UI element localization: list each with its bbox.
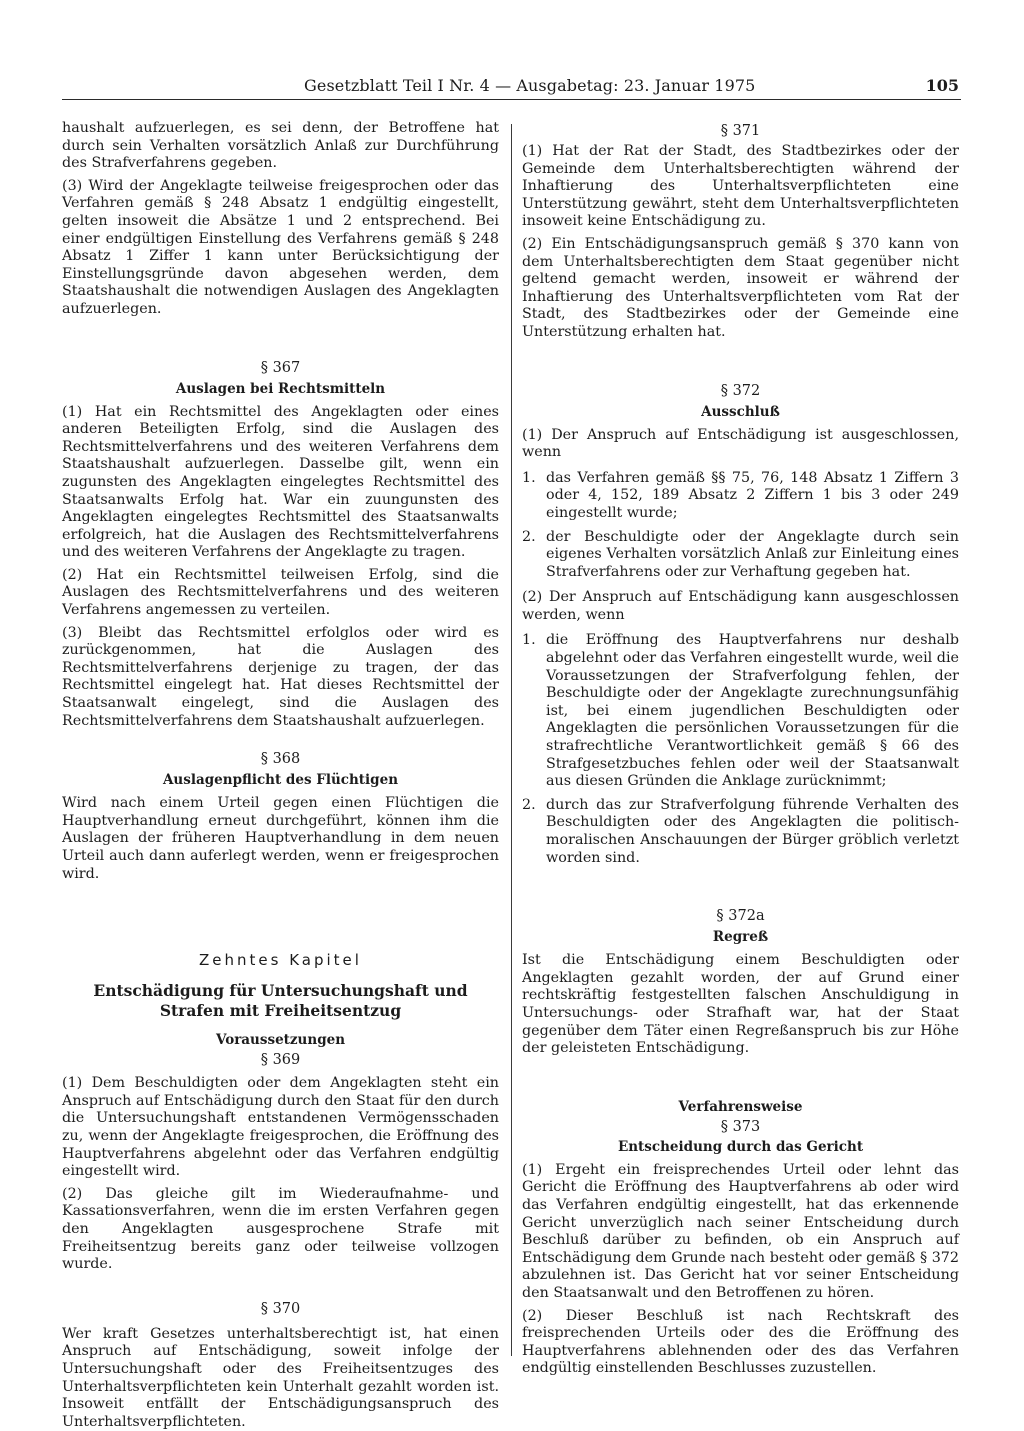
list-item-text: durch das zur Strafverfolgung führende Verhalten des Beschuldigten oder des Angeklagten die politisch-moralischen Anschauungen der Bürger gröblich verletzt worden sind. — [546, 796, 959, 866]
list-item — [522, 529, 959, 582]
paragraph: (2) Das gleiche gilt im Wiederaufnahme- und Kassationsverfahren, wenn die im ersten Verfahren gegen den Angeklagten ausgesprochene Strafe mit Freiheitsentzug bereits ganz oder teilweise vollzogen wurde. — [62, 1185, 499, 1273]
subheading: Verfahrensweise — [678, 1098, 803, 1115]
column-divider — [511, 124, 512, 1356]
paragraph: Wird nach einem Urteil gegen einen Flüchtigen die Hauptverhandlung erneut durchgeführt, können ihm die Auslagen der früheren Hauptverhandlung in dem neuen Urteil auch dann auferlegt werden, wenn er freigesprochen wird. — [62, 795, 499, 882]
section-number: § 371 — [720, 123, 761, 139]
paragraph: (1) Dem Beschuldigten oder dem Angeklagten steht ein Anspruch auf Entschädigung durch den Staat für den durch die Untersuchungshaft entstandenen Vermögensschaden zu, wenn der Angeklagte freigesprochen, die Eröffnung des Hauptverfahrens abgelehnt oder das Verfahren endgültig eingestellt wird. — [62, 1075, 499, 1180]
chapter-subtitle: Strafen mit Freiheitsentzug — [159, 1001, 402, 1021]
header-title: Gesetzblatt Teil I Nr. 4 — Ausgabetag: 23. Januar 1975 — [304, 76, 756, 95]
list-item-number: 2. — [522, 796, 536, 813]
section-title: Entscheidung durch das Gericht — [617, 1138, 864, 1155]
section-title: Auslagen bei Rechtsmitteln — [175, 380, 386, 397]
paragraph: (3) Bleibt das Rechtsmittel erfolglos oder wird es zurückgenommen, hat die Auslagen des Rechtsmittelverfahrens derjenige zu tragen, der das Rechtsmittel eingelegt hat. Hat dieses Rechtsmittel der Staatsanwalt eingelegt, sind die Auslagen des Rechtsmittelverfahrens dem Staatshaushalt aufzuerlegen. — [62, 624, 499, 729]
paragraph: (2) Ein Entschädigungsanspruch gemäß § 370 kann von dem Unterhaltsberechtigten dem Staat gegenüber nicht geltend gemacht werden, insoweit er während der Inhaftierung des Unterhaltsverpflichteten vom Rat der Stadt, des Stadtbezirkes oder der Gemeinde eine Unterstützung erhalten hat. — [522, 235, 959, 340]
paragraph: (2) Hat ein Rechtsmittel teilweisen Erfolg, sind die Auslagen des Rechtsmittelverfahrens und des weiteren Verfahrens angemessen zu verteilen. — [62, 566, 499, 619]
list-item — [522, 797, 959, 867]
list-item — [522, 470, 959, 523]
list-item-text: das Verfahren gemäß §§ 75, 76, 148 Absatz 1 Ziffern 3 oder 4, 152, 189 Absatz 2 Ziffern 1 bis 3 oder 249 eingestellt wurde; — [546, 469, 959, 521]
paragraph: (1) Ergeht ein freisprechendes Urteil oder lehnt das Gericht die Eröffnung des Hauptverfahrens ab oder wird das Verfahren endgültig eingestellt, hat das erkennende Gericht unverzüglich nach seiner Entscheidung durch Beschluß darüber zu befinden, ob ein Anspruch auf Entschädigung dem Grunde nach besteht oder gemäß § 372 abzulehnen ist. Das Gericht hat vor seiner Entscheidung den Staatsanwalt und den Betroffenen zu hören. — [522, 1161, 959, 1301]
section-number: § 372a — [716, 908, 765, 925]
list-item-number: 2. — [522, 528, 536, 545]
section-title: Ausschluß — [701, 403, 780, 420]
section-title: Regreß — [712, 929, 769, 946]
paragraph: (1) Der Anspruch auf Entschädigung ist ausgeschlossen, wenn — [522, 426, 959, 461]
list-item-number: 1. — [522, 632, 536, 649]
paragraph: (3) Wird der Angeklagte teilweise freigesprochen oder das Verfahren gemäß § 248 Absatz 1 endgültig eingestellt, gelten insoweit die Absätze 1 und 2 entsprechend. Bei einer endgültigen Einstellung des Verfahrens gemäß § 248 Absatz 1 Ziffer 1 kann unter Berücksichtigung der Einstellungsgründe davon abgesehen werden, dem Staatshaushalt die notwendigen Auslagen des Angeklagten aufzuerlegen. — [62, 177, 499, 317]
paragraph: Ist die Entschädigung einem Beschuldigten oder Angeklagten gezahlt worden, der auf Grund einer rechtskräftig festgestellten falschen Anschuldigung in Untersuchungs- oder Strafhaft war, hat der Staat gegenüber dem Täter einen Regreßanspruch bis zur Höhe der geleisteten Entschädigung. — [522, 952, 959, 1057]
section-number: § 367 — [260, 359, 301, 376]
paragraph: haushalt aufzuerlegen, es sei denn, der Betroffene hat durch sein Verhalten vorsätzlich Anlaß zur Durchführung des Strafverfahrens gegeben. — [62, 120, 499, 172]
list-item-number: 1. — [522, 469, 536, 486]
chapter-title: Zehntes Kapitel — [199, 951, 362, 970]
section-number: § 373 — [720, 1118, 761, 1135]
section-number: § 370 — [260, 1300, 301, 1317]
page-number: 105 — [925, 76, 959, 95]
paragraph: (2) Der Anspruch auf Entschädigung kann ausgeschlossen werden, wenn — [522, 589, 959, 623]
list-item — [522, 632, 959, 790]
paragraph: (1) Hat ein Rechtsmittel des Angeklagten oder eines anderen Beteiligten Erfolg, sind die Auslagen des Rechtsmittelverfahrens und des weiteren Verfahrens dem Staatshaushalt aufzuerlegen. Dasselbe gilt, wenn ein zugunsten des Angeklagten eingelegtes Rechtsmittel des Staatsanwalts Erfolg hat. War ein zuungunsten des Angeklagten eingelegtes Rechtsmittel des Staatsanwalts erfolgreich, hat die Auslagen des Rechtsmittelverfahrens und des weiteren Verfahrens der Angeklagte zu tragen. — [62, 403, 499, 561]
left-column — [62, 120, 499, 1431]
page-header — [62, 76, 961, 100]
header-divider — [62, 99, 961, 100]
section-title: Auslagenpflicht des Flüchtigen — [162, 772, 399, 789]
right-column — [522, 122, 959, 1378]
subheading: Voraussetzungen — [215, 1032, 346, 1049]
paragraph: (2) Dieser Beschluß ist nach Rechtskraft des freisprechenden Urteils oder des die Eröffnung des Hauptverfahrens ablehnenden oder des das Verfahren endgültig einstellenden Beschlusses zuzustellen. — [522, 1307, 959, 1377]
section-number: § 372 — [720, 382, 761, 399]
paragraph: Wer kraft Gesetzes unterhaltsberechtigt ist, hat einen Anspruch auf Entschädigung, soweit infolge der Untersuchungshaft oder des Freiheitsentzuges des Unterhaltsverpflichteten kein Unterhalt gezahlt worden ist. Insoweit entfällt der Entschädigungsanspruch des Unterhaltsverpflichteten. — [62, 1325, 499, 1430]
numbered-list — [522, 470, 959, 582]
list-item-text: die Eröffnung des Hauptverfahrens nur deshalb abgelehnt oder das Verfahren eingestellt wurde, weil die Voraussetzungen der Strafverfolgung fehlen, der Beschuldigte oder der Angeklagte zurechnungsunfähig ist, bei einem jugendlichen Beschuldigten oder Angeklagten die persönlichen Voraussetzungen für die strafrechtliche Verantwortlichkeit gemäß § 66 des Strafgesetzbuches fehlen oder weil der Staatsanwalt aus diesen Gründen die Anklage zurücknimmt; — [546, 632, 959, 790]
section-number: § 368 — [260, 751, 301, 768]
paragraph: (1) Hat der Rat der Stadt, des Stadtbezirkes oder der Gemeinde dem Unterhaltsberechtigten während der Inhaftierung des Unterhaltsverpflichteten eine Unterstützung gewährt, steht dem Unterhaltsverpflichteten insoweit keine Entschädigung zu. — [522, 143, 959, 230]
list-item-text: der Beschuldigte oder der Angeklagte durch sein eigenes Verhalten vorsätzlich Anlaß zur Einleitung eines Strafverfahrens oder zur Verhaftung gegeben hat. — [546, 528, 959, 580]
chapter-subtitle: Entschädigung für Untersuchungshaft und — [93, 981, 468, 1001]
numbered-list — [522, 632, 959, 867]
section-number: § 369 — [260, 1052, 301, 1069]
